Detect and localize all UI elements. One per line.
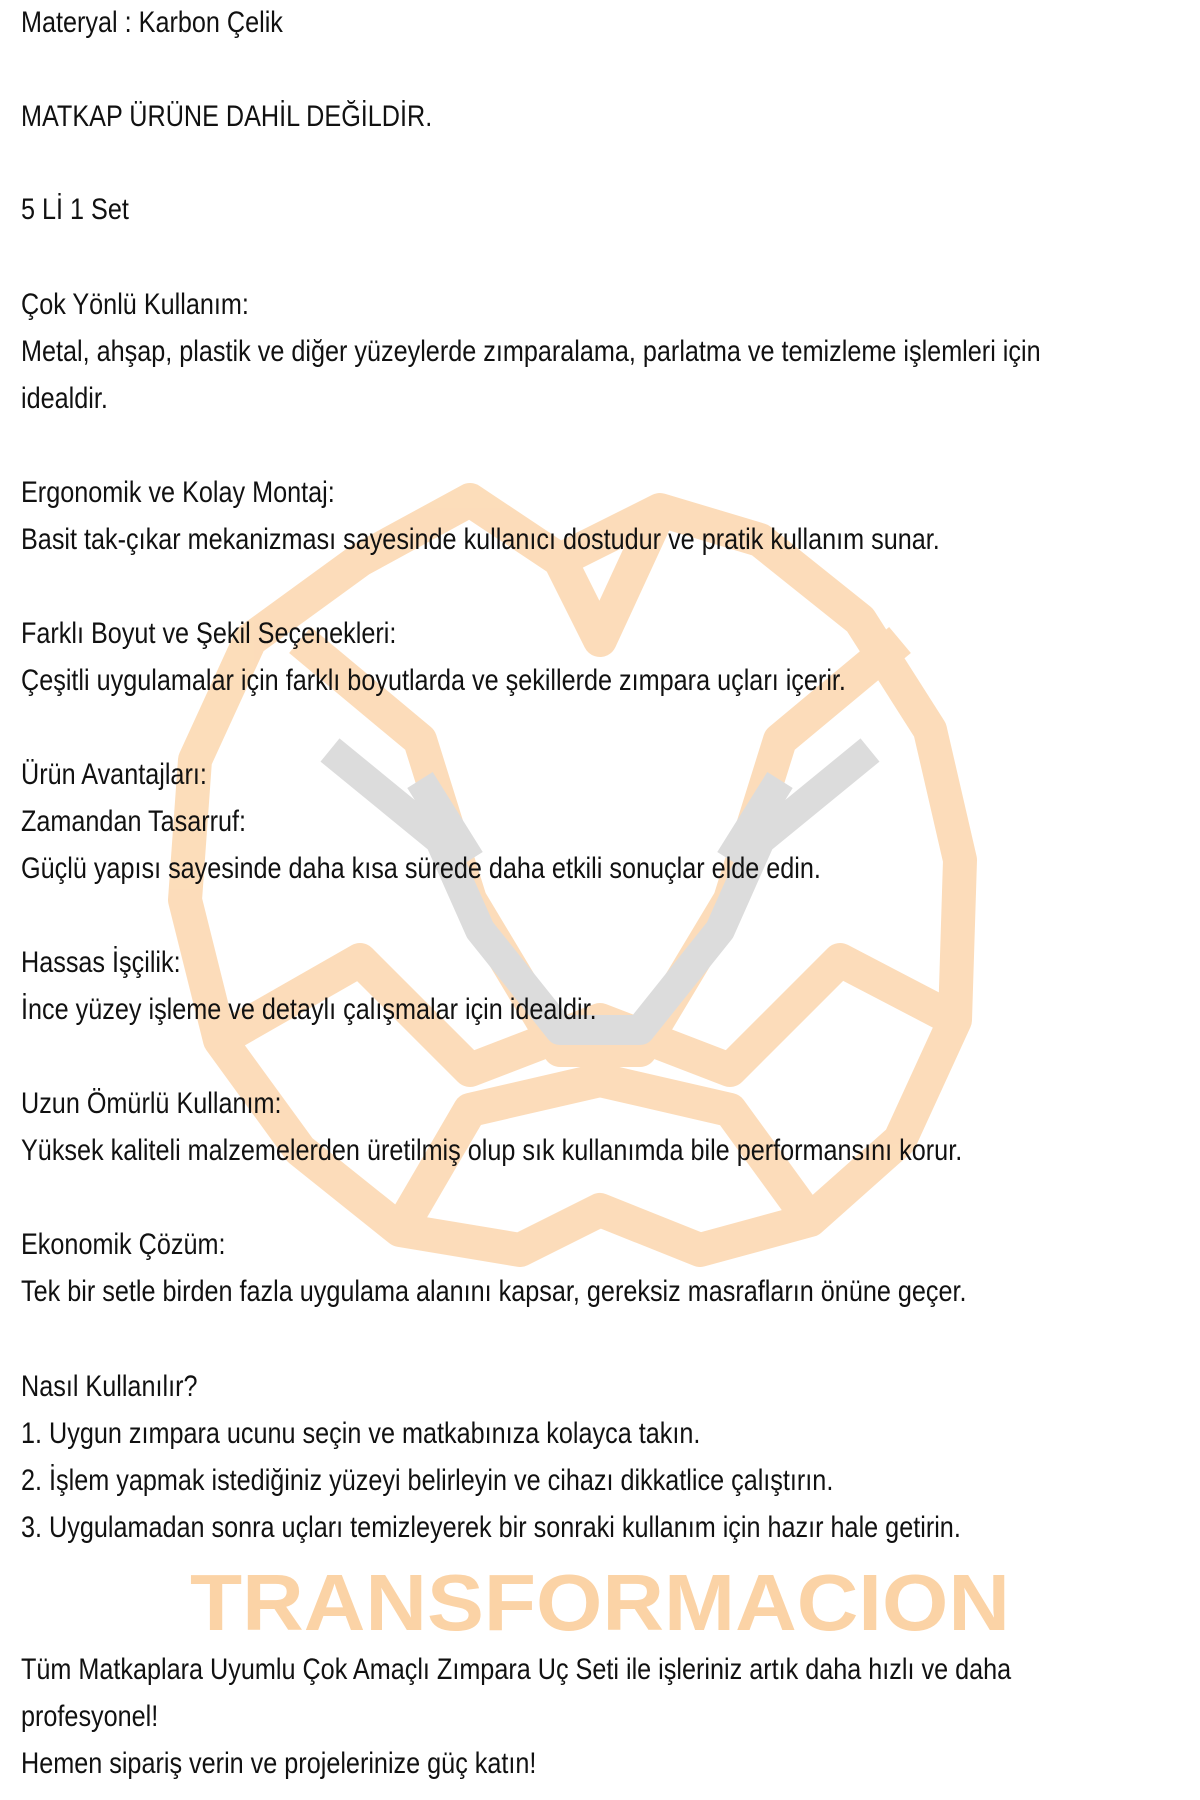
- material-line: Materyal : Karbon Çelik: [21, 6, 283, 39]
- instruction-step: 2. İşlem yapmak istediğiniz yüzeyi belirleyin ve cihazı dikkatlice çalıştırın.: [21, 1464, 834, 1497]
- section-heading: Çok Yönlü Kullanım:: [21, 288, 249, 321]
- section-text: Çeşitli uygulamalar için farklı boyutlarda ve şekillerde zımpara uçları içerir.: [21, 664, 846, 697]
- section-heading: Farklı Boyut ve Şekil Seçenekleri:: [21, 617, 397, 650]
- closing-text: Tüm Matkaplara Uyumlu Çok Amaçlı Zımpara Uç Seti ile işleriniz artık daha hızlı ve daha: [21, 1653, 1012, 1686]
- section-heading: Ekonomik Çözüm:: [21, 1228, 226, 1261]
- section-text: Tek bir setle birden fazla uygulama alanını kapsar, gereksiz masrafların önüne geçer.: [21, 1275, 967, 1308]
- section-subheading: Zamandan Tasarruf:: [21, 805, 247, 838]
- closing-call-to-action: Hemen sipariş verin ve projelerinize güç katın!: [21, 1747, 537, 1780]
- section-heading: Nasıl Kullanılır?: [21, 1370, 198, 1403]
- section-heading: Ürün Avantajları:: [21, 758, 207, 791]
- section-heading: Hassas İşçilik:: [21, 946, 181, 979]
- instruction-step: 1. Uygun zımpara ucunu seçin ve matkabınıza kolayca takın.: [21, 1417, 701, 1450]
- closing-text: profesyonel!: [21, 1700, 159, 1733]
- set-quantity: 5 Lİ 1 Set: [21, 193, 129, 226]
- drill-not-included-notice: MATKAP ÜRÜNE DAHİL DEĞİLDİR.: [21, 100, 433, 133]
- section-text: Güçlü yapısı sayesinde daha kısa sürede daha etkili sonuçlar elde edin.: [21, 852, 821, 885]
- section-text: Metal, ahşap, plastik ve diğer yüzeylerde zımparalama, parlatma ve temizleme işlemleri için: [21, 335, 1041, 368]
- section-text: Yüksek kaliteli malzemelerden üretilmiş olup sık kullanımda bile performansını korur.: [21, 1134, 963, 1167]
- watermark-text: TRANSFORMACION: [190, 1558, 1010, 1647]
- instruction-step: 3. Uygulamadan sonra uçları temizleyerek bir sonraki kullanım için hazır hale getirin.: [21, 1511, 961, 1544]
- section-text: İnce yüzey işleme ve detaylı çalışmalar için idealdir.: [21, 993, 597, 1026]
- section-heading: Uzun Ömürlü Kullanım:: [21, 1087, 282, 1120]
- section-heading: Ergonomik ve Kolay Montaj:: [21, 476, 335, 509]
- section-text: Basit tak-çıkar mekanizması sayesinde kullanıcı dostudur ve pratik kullanım sunar.: [21, 523, 940, 556]
- section-text: idealdir.: [21, 382, 108, 415]
